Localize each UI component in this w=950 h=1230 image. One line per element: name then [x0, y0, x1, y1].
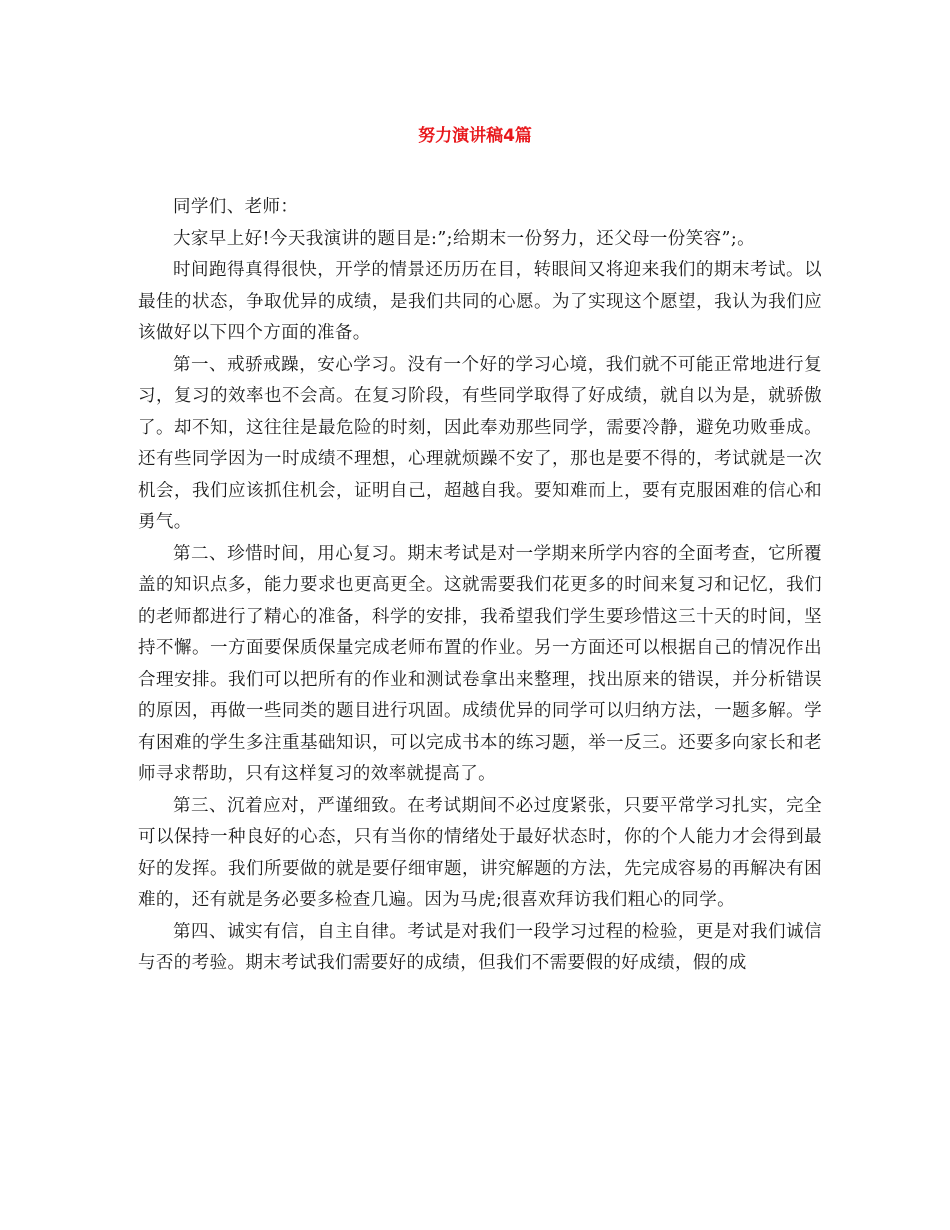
paragraph-point-two: 第二、珍惜时间，用心复习。期末考试是对一学期来所学内容的全面考查，它所覆盖的知识点多，能力要求也更高更全。这就需要我们花更多的时间来复习和记忆，我们的老师都进行了精心的准备，科学的安排，我希望我们学生要珍惜这三十天的时间，坚持不懈。一方面要保质保量完成老师布置的作业。另一方面还可以根据自己的情况作出合理安排。我们可以把所有的作业和测试卷拿出来整理，找出原来的错误，并分析错误的原因，再做一些同类的题目进行巩固。成绩优异的同学可以归纳方法，一题多解。学有困难的学生多注重基础知识，可以完成书本的练习题，举一反三。还要多向家长和老师寻求帮助，只有这样复习的效率就提高了。: [138, 543, 822, 784]
paragraph-point-three: 第三、沉着应对，严谨细致。在考试期间不必过度紧张，只要平常学习扎实，完全可以保持一种良好的心态，只有当你的情绪处于最好状态时，你的个人能力才会得到最好的发挥。我们所要做的就是要仔细审题，讲究解题的方法，先完成容易的再解决有困难的，还有就是务必要多检查几遍。因为马虎;很喜欢拜访我们粗心的同学。: [138, 795, 822, 910]
paragraph-point-one: 第一、戒骄戒躁，安心学习。没有一个好的学习心境，我们就不可能正常地进行复习，复习的效率也不会高。在复习阶段，有些同学取得了好成绩，就自以为是，就骄傲了。却不知，这往往是最危险的时刻，因此奉劝那些同学，需要冷静，避免功败垂成。还有些同学因为一时成绩不理想，心理就烦躁不安了，那也是要不得的，考试就是一次机会，我们应该抓住机会，证明自己，超越自我。要知难而上，要有克服困难的信心和勇气。: [138, 354, 822, 532]
paragraph-greeting: 同学们、老师：: [173, 197, 299, 217]
document-title: 努力演讲稿4篇: [418, 126, 532, 146]
paragraph-opening: 大家早上好!今天我演讲的题目是:”;给期末一份努力，还父母一份笑容”;。: [173, 228, 756, 249]
paragraph-intro: 时间跑得真得很快，开学的情景还历历在目，转眼间又将迎来我们的期末考试。以最佳的状态，争取优异的成绩，是我们共同的心愿。为了实现这个愿望，我认为我们应该做好以下四个方面的准备。: [138, 260, 822, 343]
document-body: [138, 192, 822, 980]
paragraph-point-four: 第四、诚实有信，自主自律。考试是对我们一段学习过程的检验，更是对我们诚信与否的考验。期末考试我们需要好的成绩，但我们不需要假的好成绩，假的成: [138, 921, 822, 973]
